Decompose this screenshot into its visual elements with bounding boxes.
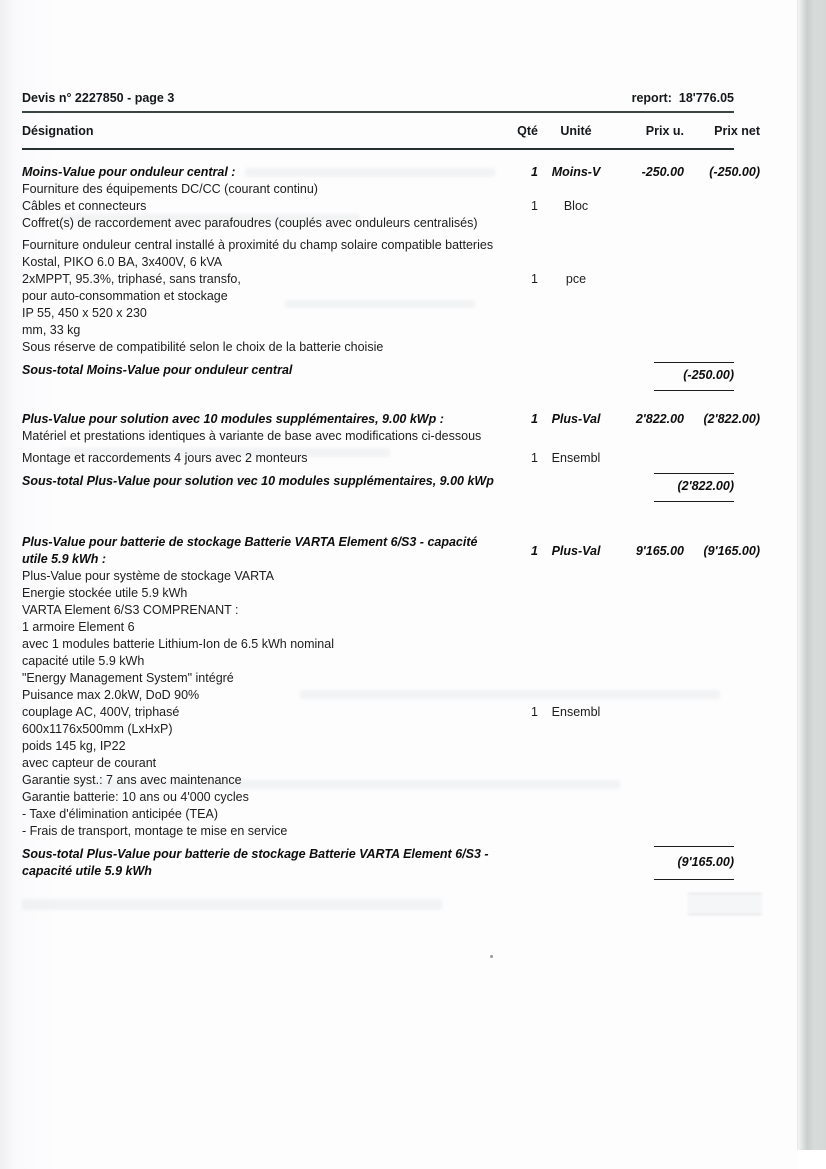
line-description: Moins-Value pour onduleur central : — [22, 165, 236, 179]
quote-line-row — [22, 534, 760, 568]
subtotal-amount-box — [654, 362, 734, 391]
quote-line-row — [22, 254, 734, 271]
line-description: - Frais de transport, montage te mise en service — [22, 824, 288, 838]
line-description: capacité utile 5.9 kWh — [22, 654, 145, 668]
subtotal-amount: (-250.00) — [683, 368, 734, 382]
line-description: pour auto-consommation et stockage — [22, 289, 228, 303]
subtotal-row — [22, 846, 734, 880]
bleed-through-ghost — [22, 899, 442, 910]
quote-line-row — [22, 602, 734, 619]
line-description: Montage et raccordements 4 jours avec 2 monteurs — [22, 451, 308, 465]
report-label: report: — [631, 91, 672, 105]
report-forward-total — [632, 90, 734, 106]
quote-section — [22, 164, 760, 391]
line-qty: 1 — [531, 199, 538, 213]
quote-line-row — [22, 428, 734, 445]
line-qty: 1 — [531, 272, 538, 286]
quote-section — [22, 534, 760, 880]
line-description: 600x1176x500mm (LxHxP) — [22, 722, 173, 736]
scanner-background-strip — [797, 0, 826, 1150]
quote-body — [22, 164, 760, 880]
quote-line-row — [22, 755, 734, 772]
subtotal-amount-box — [654, 846, 734, 880]
line-description: Fourniture des équipements DC/CC (courant continu) — [22, 182, 318, 196]
quote-line-row — [22, 823, 734, 840]
quote-line-row — [22, 738, 734, 755]
line-unit: Plus-Val — [551, 412, 601, 426]
line-description: "Energy Management System" intégré — [22, 671, 234, 685]
line-unit: Bloc — [563, 199, 589, 213]
quote-line-row — [22, 636, 734, 653]
line-description: 1 armoire Element 6 — [22, 620, 135, 634]
quote-line-row — [22, 687, 734, 704]
line-net-price: (-250.00) — [709, 165, 760, 179]
quote-line-row — [22, 288, 734, 305]
line-description: VARTA Element 6/S3 COMPRENANT : — [22, 603, 239, 617]
bleed-through-ghost-amount — [688, 893, 762, 915]
line-description: Plus-Value pour solution avec 10 modules supplémentaires, 9.00 kWp : — [22, 412, 444, 426]
subtotal-amount: (2'822.00) — [677, 479, 734, 493]
quote-section — [22, 411, 760, 502]
quote-line-row — [22, 198, 734, 215]
line-description: Garantie syst.: 7 ans avec maintenance — [22, 773, 242, 787]
line-description: Garantie batterie: 10 ans ou 4'000 cycles — [22, 790, 249, 804]
column-header-unit: Unité — [560, 124, 592, 138]
quote-line-row — [22, 653, 734, 670]
report-value: 18'776.05 — [678, 91, 734, 105]
line-unit: Ensembl — [551, 705, 601, 719]
line-description: Puisance max 2.0kW, DoD 90% — [22, 688, 200, 702]
line-description: - Taxe d'élimination anticipée (TEA) — [22, 807, 218, 821]
quote-line-row — [22, 568, 734, 585]
quote-line-row — [22, 772, 734, 789]
quote-line-row — [22, 305, 734, 322]
line-description: Coffret(s) de raccordement avec parafoudres (couplés avec onduleurs centralisés) — [22, 216, 478, 230]
quote-line-row — [22, 322, 734, 339]
line-description: Kostal, PIKO 6.0 BA, 3x400V, 6 kVA — [22, 255, 223, 269]
line-description: Câbles et connecteurs — [22, 199, 147, 213]
line-qty: 1 — [531, 543, 538, 558]
column-header-net-price: Prix net — [714, 124, 760, 138]
line-description: avec capteur de courant — [22, 756, 157, 770]
line-description: Sous réserve de compatibilité selon le choix de la batterie choisie — [22, 340, 384, 354]
line-description: Plus-Value pour batterie de stockage Batterie VARTA Element 6/S3 - capacité utile 5.9 kWh : — [22, 535, 478, 566]
column-header-unit-price: Prix u. — [645, 124, 684, 138]
quote-line-row — [22, 704, 734, 721]
line-description: Fourniture onduleur central installé à proximité du champ solaire compatible batteries — [22, 238, 494, 252]
quote-line-row — [22, 789, 734, 806]
line-unit-price: 2'822.00 — [635, 412, 684, 426]
line-net-price: (2'822.00) — [703, 412, 760, 426]
line-qty: 1 — [531, 165, 538, 179]
line-description: couplage AC, 400V, triphasé — [22, 705, 180, 719]
line-net-price: (9'165.00) — [703, 543, 760, 558]
quote-line-row — [22, 411, 760, 428]
quote-line-row — [22, 721, 734, 738]
subtotal-row — [22, 473, 734, 502]
quote-line-row — [22, 215, 734, 232]
line-qty: 1 — [531, 451, 538, 465]
column-header-designation: Désignation — [22, 124, 94, 138]
quote-line-row — [22, 670, 734, 687]
quote-line-row — [22, 164, 760, 181]
quote-line-row — [22, 181, 734, 198]
line-description: Matériel et prestations identiques à variante de base avec modifications ci-dessous — [22, 429, 482, 443]
quote-line-row — [22, 450, 734, 467]
quote-line-row — [22, 585, 734, 602]
quote-line-row — [22, 339, 734, 356]
line-description: mm, 33 kg — [22, 323, 81, 337]
line-description: 2xMPPT, 95.3%, triphasé, sans transfo, — [22, 272, 241, 286]
line-unit: Plus-Val — [551, 543, 601, 558]
quote-line-row — [22, 271, 734, 288]
quote-line-row — [22, 237, 734, 254]
subtotal-label: Sous-total Plus-Value pour batterie de stockage Batterie VARTA Element 6/S3 - capacité utile 5.9 kWh — [22, 847, 489, 878]
line-qty: 1 — [531, 705, 538, 719]
scan-speck — [490, 955, 493, 958]
line-unit-price: -250.00 — [641, 165, 684, 179]
table-header-rule — [22, 148, 734, 150]
subtotal-amount: (9'165.00) — [677, 854, 734, 869]
subtotal-amount-box — [654, 473, 734, 502]
subtotal-label: Sous-total Moins-Value pour onduleur central — [22, 363, 293, 377]
quote-number-and-page: Devis n° 2227850 - page 3 — [22, 91, 175, 105]
page-header — [22, 90, 734, 106]
header-rule — [22, 111, 734, 113]
line-unit: Ensembl — [551, 451, 601, 465]
line-unit: Moins-V — [551, 165, 601, 179]
line-unit: pce — [565, 272, 587, 286]
line-description: avec 1 modules batterie Lithium-Ion de 6.5 kWh nominal — [22, 637, 334, 651]
table-column-headers — [22, 123, 760, 139]
line-description: poids 145 kg, IP22 — [22, 739, 126, 753]
line-description: IP 55, 450 x 520 x 230 — [22, 306, 147, 320]
column-header-qty: Qté — [517, 124, 538, 138]
quote-line-row — [22, 806, 734, 823]
line-description: Plus-Value pour système de stockage VARTA — [22, 569, 274, 583]
line-unit-price: 9'165.00 — [635, 543, 684, 558]
line-qty: 1 — [531, 412, 538, 426]
subtotal-row — [22, 362, 734, 391]
line-description: Energie stockée utile 5.9 kWh — [22, 586, 188, 600]
subtotal-label: Sous-total Plus-Value pour solution vec 10 modules supplémentaires, 9.00 kWp — [22, 474, 494, 488]
quote-line-row — [22, 619, 734, 636]
